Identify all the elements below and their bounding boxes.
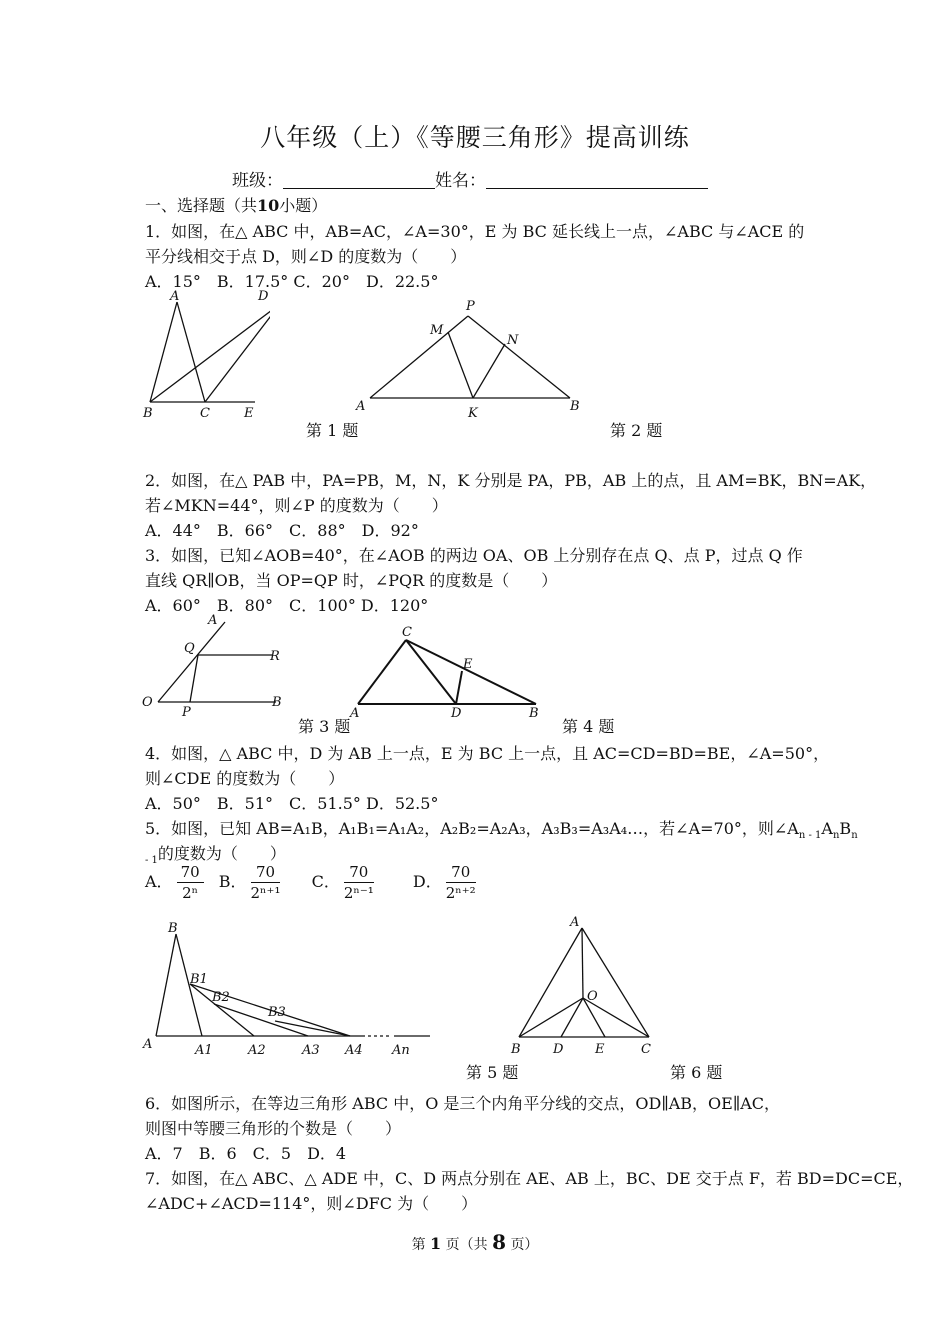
figure-6 — [505, 912, 665, 1062]
fig2-label-b: B — [570, 399, 580, 414]
fig2-line-mk — [448, 332, 473, 398]
fig5-label-b3: B3 — [268, 1005, 286, 1020]
q1-line1: 1．如图，在△ ABC 中，AB=AC，∠A=30°，E 为 BC 延长线上一点，∠ABC 与∠ACE 的 — [145, 222, 805, 241]
page-total: 8 — [492, 1230, 506, 1254]
fig6-line-ac — [582, 928, 649, 1037]
q5-option-d: D． $\frac{70}{\text{2ⁿ⁺²}}$ — [412, 863, 476, 902]
fig6-line-do — [561, 998, 583, 1037]
q2-line1: 2．如图，在△ PAB 中，PA=PB，M，N，K 分别是 PA，PB，AB 上的点，且 AM=BK，BN=AK， — [145, 471, 877, 490]
q5-option-b: B． $\frac{70}{\text{2ⁿ⁺¹}}$ — [218, 863, 281, 902]
fig2-label-n: N — [507, 333, 519, 348]
class-label: 班级： — [232, 171, 283, 191]
caption-q5: 第 5 题 — [466, 1063, 519, 1082]
fig6-line-ao — [582, 928, 583, 998]
figure-3 — [140, 612, 290, 722]
fig2-label-k: K — [468, 406, 478, 421]
caption-q6: 第 6 题 — [670, 1063, 723, 1082]
fig5-label-a: A — [143, 1037, 153, 1052]
figure-1 — [140, 286, 270, 421]
fig2-label-a: A — [356, 399, 366, 414]
fig4-line-cd — [406, 640, 456, 704]
name-blank — [486, 172, 708, 189]
fig4-line-de — [456, 671, 462, 704]
fig1-label-a: A — [170, 289, 180, 304]
fig3-label-a: A — [208, 613, 218, 628]
fig4-line-ac — [358, 640, 406, 704]
caption-q3: 第 3 题 — [298, 717, 351, 736]
fig6-line-bo — [519, 998, 583, 1037]
q3-line1: 3．如图，已知∠AOB=40°，在∠AOB 的两边 OA、OB 上分别存在点 Q、点 P，过点 Q 作 — [145, 546, 803, 565]
fig3-label-o: O — [142, 695, 153, 710]
figure-5 — [140, 918, 440, 1064]
q5-line2: $_{- 1}$的度数为（ ） — [145, 844, 286, 866]
q4-options: A．50° B．51° C．51.5° D．52.5° — [145, 794, 439, 813]
figure-2 — [350, 294, 600, 424]
fig1-line-ac — [177, 302, 205, 402]
fig4-line-cb — [406, 640, 536, 704]
caption-q2: 第 2 题 — [610, 421, 663, 440]
fig4-label-d: D — [451, 706, 462, 720]
fig6-label-a: A — [570, 915, 580, 930]
q4-line2: 则∠CDE 的度数为（ ） — [145, 769, 345, 788]
fig2-line-pb — [468, 316, 570, 398]
q5-options — [145, 862, 480, 903]
q2-options: A．44° B．66° C．88° D．92° — [145, 521, 419, 540]
class-blank — [283, 172, 435, 189]
q3-options: A．60° B．80° C．100° D．120° — [145, 596, 429, 615]
fig3-label-p: P — [182, 705, 191, 720]
fig5-label-a1: A1 — [195, 1043, 213, 1058]
fig5-label-a4: A4 — [345, 1043, 363, 1058]
fig1-label-b: B — [143, 406, 153, 421]
q7-line2: ∠ADC+∠ACD=114°，则∠DFC 为（ ） — [145, 1194, 478, 1213]
q6-line2: 则图中等腰三角形的个数是（ ） — [145, 1119, 402, 1138]
fig6-label-o: O — [587, 989, 598, 1004]
fig4-label-c: C — [402, 625, 412, 640]
q6-line1: 6．如图所示，在等边三角形 ABC 中，O 是三个内角平分线的交点，OD∥AB，OE∥AC， — [145, 1094, 781, 1113]
fig3-label-b: B — [272, 695, 282, 710]
fig6-line-ab — [519, 928, 582, 1037]
caption-q4: 第 4 题 — [562, 717, 615, 736]
fig5-line-b2a3 — [214, 1004, 308, 1036]
fig1-label-d: D — [258, 289, 269, 304]
caption-q1: 第 1 题 — [306, 421, 359, 440]
fig1-label-e: E — [244, 406, 254, 421]
figure-4 — [348, 624, 553, 720]
fig6-label-b: B — [511, 1042, 521, 1057]
page-number: 1 — [430, 1234, 442, 1253]
q1-line2: 平分线相交于点 D，则∠D 的度数为（ ） — [145, 247, 467, 266]
q4-line1: 4．如图，△ ABC 中，D 为 AB 上一点，E 为 BC 上一点，且 AC=CD=BD=BE，∠A=50°， — [145, 744, 830, 763]
fig2-line-kn — [473, 344, 505, 398]
fig4-label-e: E — [463, 657, 473, 672]
page-title: 八年级（上）《等腰三角形》提高训练 — [260, 123, 690, 152]
fig4-label-b: B — [529, 706, 539, 720]
fig5-label-an: An — [392, 1043, 410, 1058]
fig5-label-a3: A3 — [302, 1043, 320, 1058]
fig2-label-m: M — [430, 323, 444, 338]
fig5-label-a2: A2 — [248, 1043, 266, 1058]
q7-line1: 7．如图，在△ ABC、△ ADE 中，C、D 两点分别在 AE、AB 上，BC、DE 交于点 F，若 BD=DC=CE， — [145, 1169, 914, 1188]
fig6-label-d: D — [553, 1042, 564, 1057]
name-label: 姓名： — [435, 171, 486, 191]
fig3-label-q: Q — [184, 641, 195, 656]
fig5-line-ab — [156, 934, 176, 1036]
question-count: 10 — [257, 196, 280, 215]
q6-options: A．7 B．6 C．5 D．4 — [145, 1144, 347, 1163]
q1-options: A．15° B．17.5° C．20° D．22.5° — [145, 272, 439, 291]
fig5-label-b: B — [168, 921, 178, 936]
q3-line2: 直线 QR∥OB，当 OP=QP 时，∠PQR 的度数是（ ） — [145, 571, 558, 590]
fig2-line-ap — [370, 316, 468, 398]
q2-line2: 若∠MKN=44°，则∠P 的度数为（ ） — [145, 496, 448, 515]
q5-option-a: A． $\frac{70}{\text{2ⁿ}}$ — [145, 872, 208, 891]
fig6-label-c: C — [641, 1042, 651, 1057]
fig4-label-a: A — [350, 706, 360, 720]
fig6-label-e: E — [595, 1042, 605, 1057]
fig1-line-ab — [150, 302, 177, 402]
fig5-label-b2: B2 — [212, 990, 230, 1005]
fig1-label-c: C — [200, 406, 210, 421]
fig2-label-p: P — [466, 299, 475, 314]
page-footer: 第 1 页（共 8 页） — [411, 1230, 539, 1254]
q5-option-c: C． $\frac{70}{\text{2ⁿ⁻¹}}$ — [311, 863, 374, 902]
name-row — [232, 166, 708, 191]
fig3-label-r: R — [270, 649, 280, 664]
q5-line1: 5．如图，已知 AB=A₁B，A₁B₁=A₁A₂，A₂B₂=A₂A₃，A₃B₃=A₃A₄…，若∠A=70°，则$\angle A_{n - 1}A_nB_n$ — [145, 819, 858, 841]
section-heading: 一、选择题（共10小题） — [145, 196, 328, 215]
fig1-line-bd — [150, 304, 270, 402]
fig5-label-b1: B1 — [190, 972, 208, 987]
